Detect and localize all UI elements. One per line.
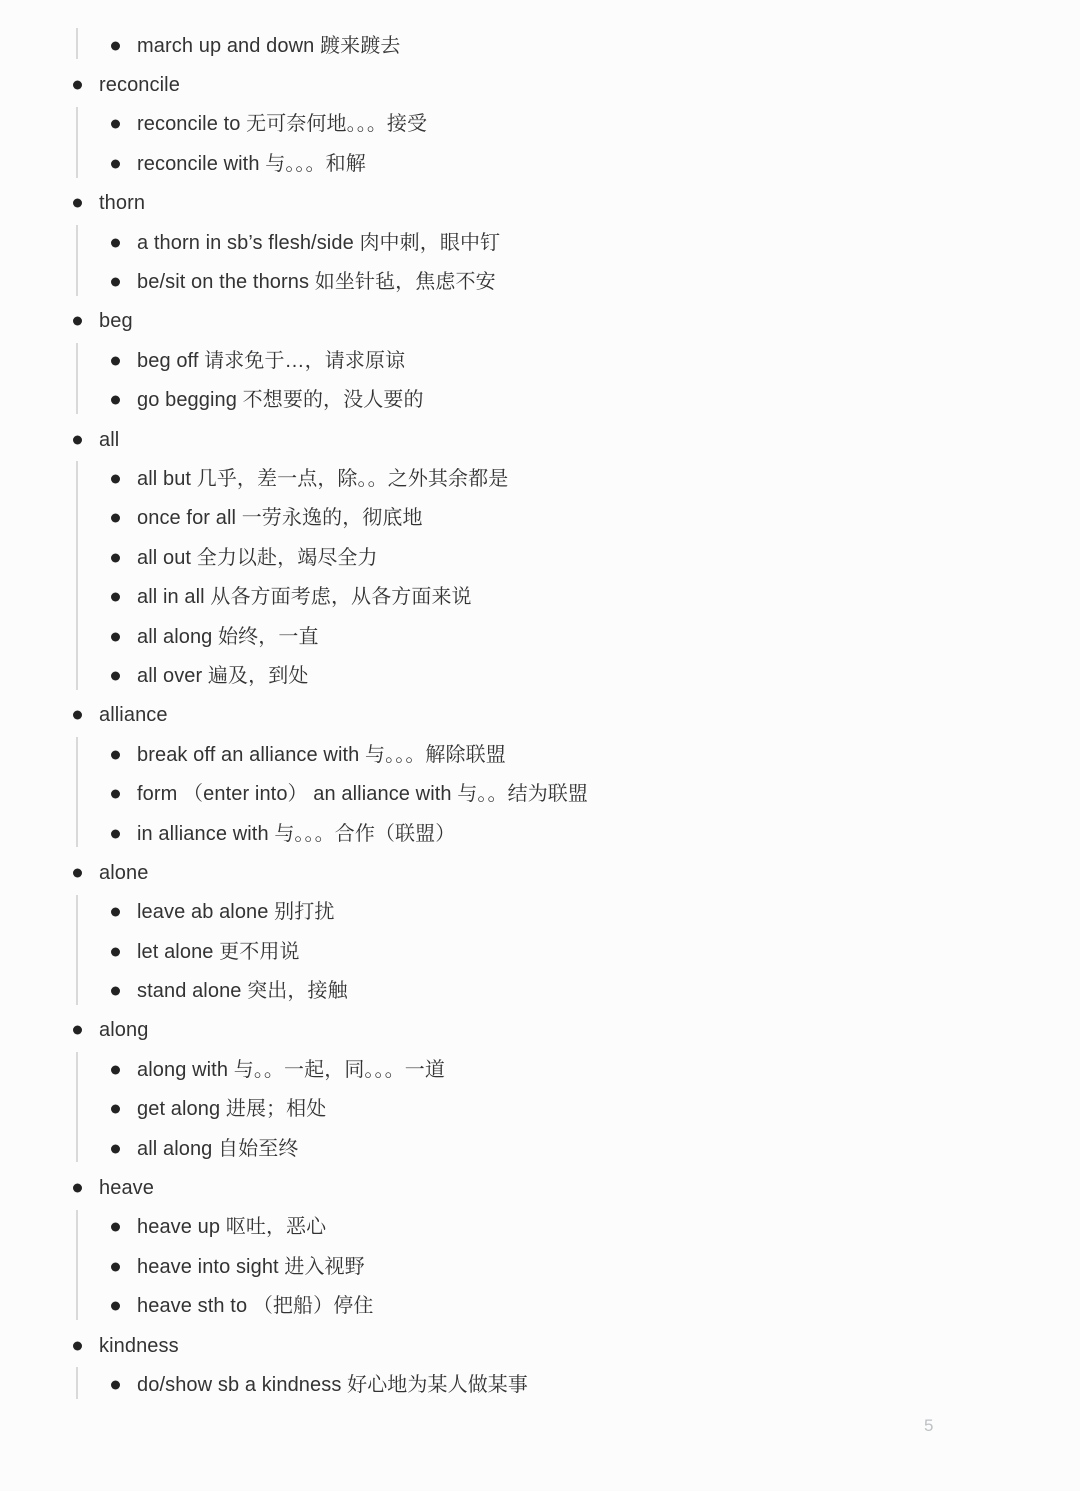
outline-children [0, 1208, 1080, 1326]
outline-subitem [0, 105, 1080, 144]
outline-children [0, 1365, 1080, 1404]
bullet-icon [73, 81, 82, 90]
bullet-icon [111, 829, 120, 838]
bullet-icon [111, 632, 120, 641]
bullet-icon [111, 553, 120, 562]
bullet-icon [111, 474, 120, 483]
outline-item-label: alliance [99, 704, 168, 727]
outline-group [0, 1011, 1080, 1169]
bullet-icon [73, 711, 82, 720]
outline-subitem [0, 538, 1080, 577]
bullet-icon [73, 1026, 82, 1035]
outline-item [0, 1168, 1080, 1207]
outline-subitem-label: do/show sb a kindness 好心地为某人做某事 [137, 1373, 528, 1396]
outline-item-label: reconcile [99, 74, 180, 97]
bullet-icon [111, 41, 120, 50]
outline-subitem-label: form （enter into） an alliance with 与。。结为联盟 [137, 783, 589, 806]
outline-subitem [0, 617, 1080, 656]
outline-subitem-label: reconcile to 无可奈何地。。。接受 [137, 113, 428, 136]
outline-subitem [0, 893, 1080, 932]
outline-item [0, 853, 1080, 892]
outline-item [0, 302, 1080, 341]
outline-subitem [0, 499, 1080, 538]
outline-item-label: kindness [99, 1334, 179, 1357]
outline-subitem [0, 262, 1080, 301]
outline-subitem [0, 381, 1080, 420]
outline-subitem-label: along with 与。。一起，同。。。一道 [137, 1058, 445, 1081]
outline-group [0, 65, 1080, 183]
outline-group [0, 696, 1080, 854]
outline-children [0, 1050, 1080, 1168]
outline-subitem-label: be/sit on the thorns 如坐针毡，焦虑不安 [137, 271, 496, 294]
bullet-icon [111, 593, 120, 602]
outline-item [0, 1326, 1080, 1365]
outline-item [0, 696, 1080, 735]
outline-subitem-label: break off an alliance with 与。。。解除联盟 [137, 743, 506, 766]
outline-subitem [0, 459, 1080, 498]
bullet-icon [111, 947, 120, 956]
outline-item-label: alone [99, 861, 149, 884]
outline-children [0, 223, 1080, 302]
bullet-icon [111, 356, 120, 365]
outline-item [0, 1011, 1080, 1050]
outline-item [0, 184, 1080, 223]
bullet-icon [111, 671, 120, 680]
outline-subitem-label: all along 始终，一直 [137, 625, 319, 648]
page-number: 5 [924, 1416, 934, 1435]
outline-subitem [0, 341, 1080, 380]
outline-subitem-label: beg off 请求免于…，请求原谅 [137, 349, 406, 372]
bullet-icon [111, 790, 120, 799]
outline-item-label: beg [99, 310, 133, 333]
outline-group [0, 26, 1080, 65]
outline-item-label: all [99, 428, 120, 451]
outline-item [0, 420, 1080, 459]
bullet-icon [111, 514, 120, 523]
outline-group [0, 1168, 1080, 1326]
bullet-icon [111, 1380, 120, 1389]
outline-group [0, 1326, 1080, 1405]
outline-subitem [0, 971, 1080, 1010]
bullet-icon [111, 396, 120, 405]
outline-subitem-label: once for all 一劳永逸的，彻底地 [137, 507, 423, 530]
outline-subitem [0, 1365, 1080, 1404]
outline-group [0, 853, 1080, 1011]
outline-subitem [0, 1208, 1080, 1247]
outline-subitem [0, 1247, 1080, 1286]
outline-group [0, 184, 1080, 302]
outline-subitem-label: all in all 从各方面考虑，从各方面来说 [137, 586, 472, 609]
outline-subitem-label: get along 进展；相处 [137, 1098, 327, 1121]
outline-subitem [0, 26, 1080, 65]
outline-subitem-label: march up and down 踱来踱去 [137, 34, 401, 57]
bullet-icon [73, 435, 82, 444]
outline-children [0, 893, 1080, 1011]
outline-subitem [0, 1129, 1080, 1168]
outline-children [0, 341, 1080, 420]
bullet-icon [73, 199, 82, 208]
bullet-icon [73, 1341, 82, 1350]
outline-subitem-label: stand alone 突出，接触 [137, 980, 348, 1003]
bullet-icon [111, 908, 120, 917]
outline-subitem [0, 577, 1080, 616]
outline-subitem-label: a thorn in sb’s flesh/side 肉中刺，眼中钉 [137, 231, 501, 254]
outline-subitem [0, 223, 1080, 262]
bullet-icon [111, 987, 120, 996]
outline-subitem-label: heave sth to （把船）停住 [137, 1295, 374, 1318]
outline-subitem-label: all out 全力以赴，竭尽全力 [137, 546, 378, 569]
bullet-icon [111, 1105, 120, 1114]
bullet-icon [73, 317, 82, 326]
outline-group [0, 302, 1080, 420]
outline-subitem-label: go begging 不想要的，没人要的 [137, 389, 424, 412]
outline-subitem [0, 1050, 1080, 1089]
outline-children [0, 105, 1080, 184]
outline-subitem-label: all along 自始至终 [137, 1137, 299, 1160]
outline-subitem-label: all over 遍及，到处 [137, 664, 309, 687]
bullet-icon [111, 1262, 120, 1271]
outline-item [0, 65, 1080, 104]
bullet-icon [111, 1223, 120, 1232]
bullet-icon [111, 1302, 120, 1311]
outline-subitem-label: heave up 呕吐，恶心 [137, 1216, 327, 1239]
bullet-icon [111, 120, 120, 129]
bullet-icon [111, 750, 120, 759]
outline-subitem-label: heave into sight 进入视野 [137, 1255, 365, 1278]
outline-item-label: thorn [99, 192, 146, 215]
outline-subitem [0, 814, 1080, 853]
outline-subitem [0, 774, 1080, 813]
outline-children [0, 735, 1080, 853]
outline-subitem [0, 1287, 1080, 1326]
outline-subitem [0, 735, 1080, 774]
outline-subitem-label: reconcile with 与。。。和解 [137, 152, 366, 175]
outline-item-label: heave [99, 1177, 154, 1200]
bullet-icon [111, 1065, 120, 1074]
outline-subitem [0, 1090, 1080, 1129]
bullet-icon [111, 159, 120, 168]
outline-item-label: along [99, 1019, 149, 1042]
outline-group [0, 420, 1080, 696]
outline-subitem-label: let alone 更不用说 [137, 940, 300, 963]
bullet-icon [73, 868, 82, 877]
bullet-icon [111, 1144, 120, 1153]
outline-subitem [0, 144, 1080, 183]
outline-subitem-label: all but 几乎，差一点，除。。之外其余都是 [137, 467, 509, 490]
outline-subitem-label: leave ab alone 别打扰 [137, 901, 335, 924]
bullet-icon [73, 1184, 82, 1193]
outline-subitem-label: in alliance with 与。。。合作（联盟） [137, 822, 456, 845]
outline-children [0, 26, 1080, 65]
outline-children [0, 459, 1080, 695]
outline-subitem [0, 932, 1080, 971]
outline-subitem [0, 656, 1080, 695]
bullet-icon [111, 278, 120, 287]
bullet-icon [111, 238, 120, 247]
